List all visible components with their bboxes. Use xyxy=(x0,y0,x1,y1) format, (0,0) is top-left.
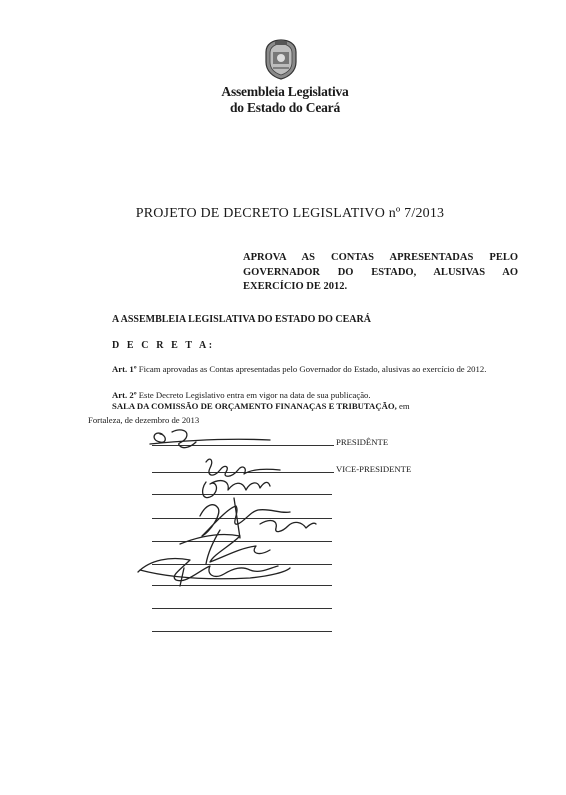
sala-statement xyxy=(88,400,518,412)
sala-label: SALA DA COMISSÃO DE ORÇAMENTO FINANAÇAS E TRIBUTAÇÃO, xyxy=(112,401,397,411)
ementa-line: EXERCÍCIO DE 2012. xyxy=(243,281,348,292)
document-title: PROJETO DE DECRETO LEGISLATIVO nº 7/2013 xyxy=(135,206,445,221)
ementa-line: GOVERNADOR DO ESTADO, ALUSIVAS AO xyxy=(243,266,518,278)
seal-icon xyxy=(262,38,300,80)
article-1-text: Ficam aprovadas as Contas apresentadas pelo Governador do Estado, alusivas ao exercício de 2012. xyxy=(136,364,487,374)
article-1-label: Art. 1º xyxy=(112,364,137,374)
org-name-line2: do Estado do Ceará xyxy=(229,100,341,115)
sala-suffix: em xyxy=(396,401,410,411)
ementa xyxy=(243,251,518,295)
ementa-line: APROVA AS CONTAS APRESENTADAS PELO xyxy=(243,252,518,263)
president-label: PRESIDÊNTE xyxy=(336,437,389,447)
article-2-text: Este Decreto Legislativo entra em vigor na data de sua publicação. xyxy=(136,390,371,400)
article-2-label: Art. 2º xyxy=(112,390,137,400)
preamble: A ASSEMBLEIA LEGISLATIVA DO ESTADO DO CEARÁ xyxy=(112,314,371,325)
place-date: Fortaleza, de dezembro de 2013 xyxy=(88,415,200,425)
handwritten-signatures xyxy=(110,420,350,610)
article-1 xyxy=(88,363,518,375)
signature-line xyxy=(152,631,332,632)
org-name-line1: Assembleia Legislativa xyxy=(221,84,349,99)
vice-president-label: VICE-PRESIDENTE xyxy=(336,464,412,474)
decreta-heading: D E C R E T A: xyxy=(112,340,215,351)
